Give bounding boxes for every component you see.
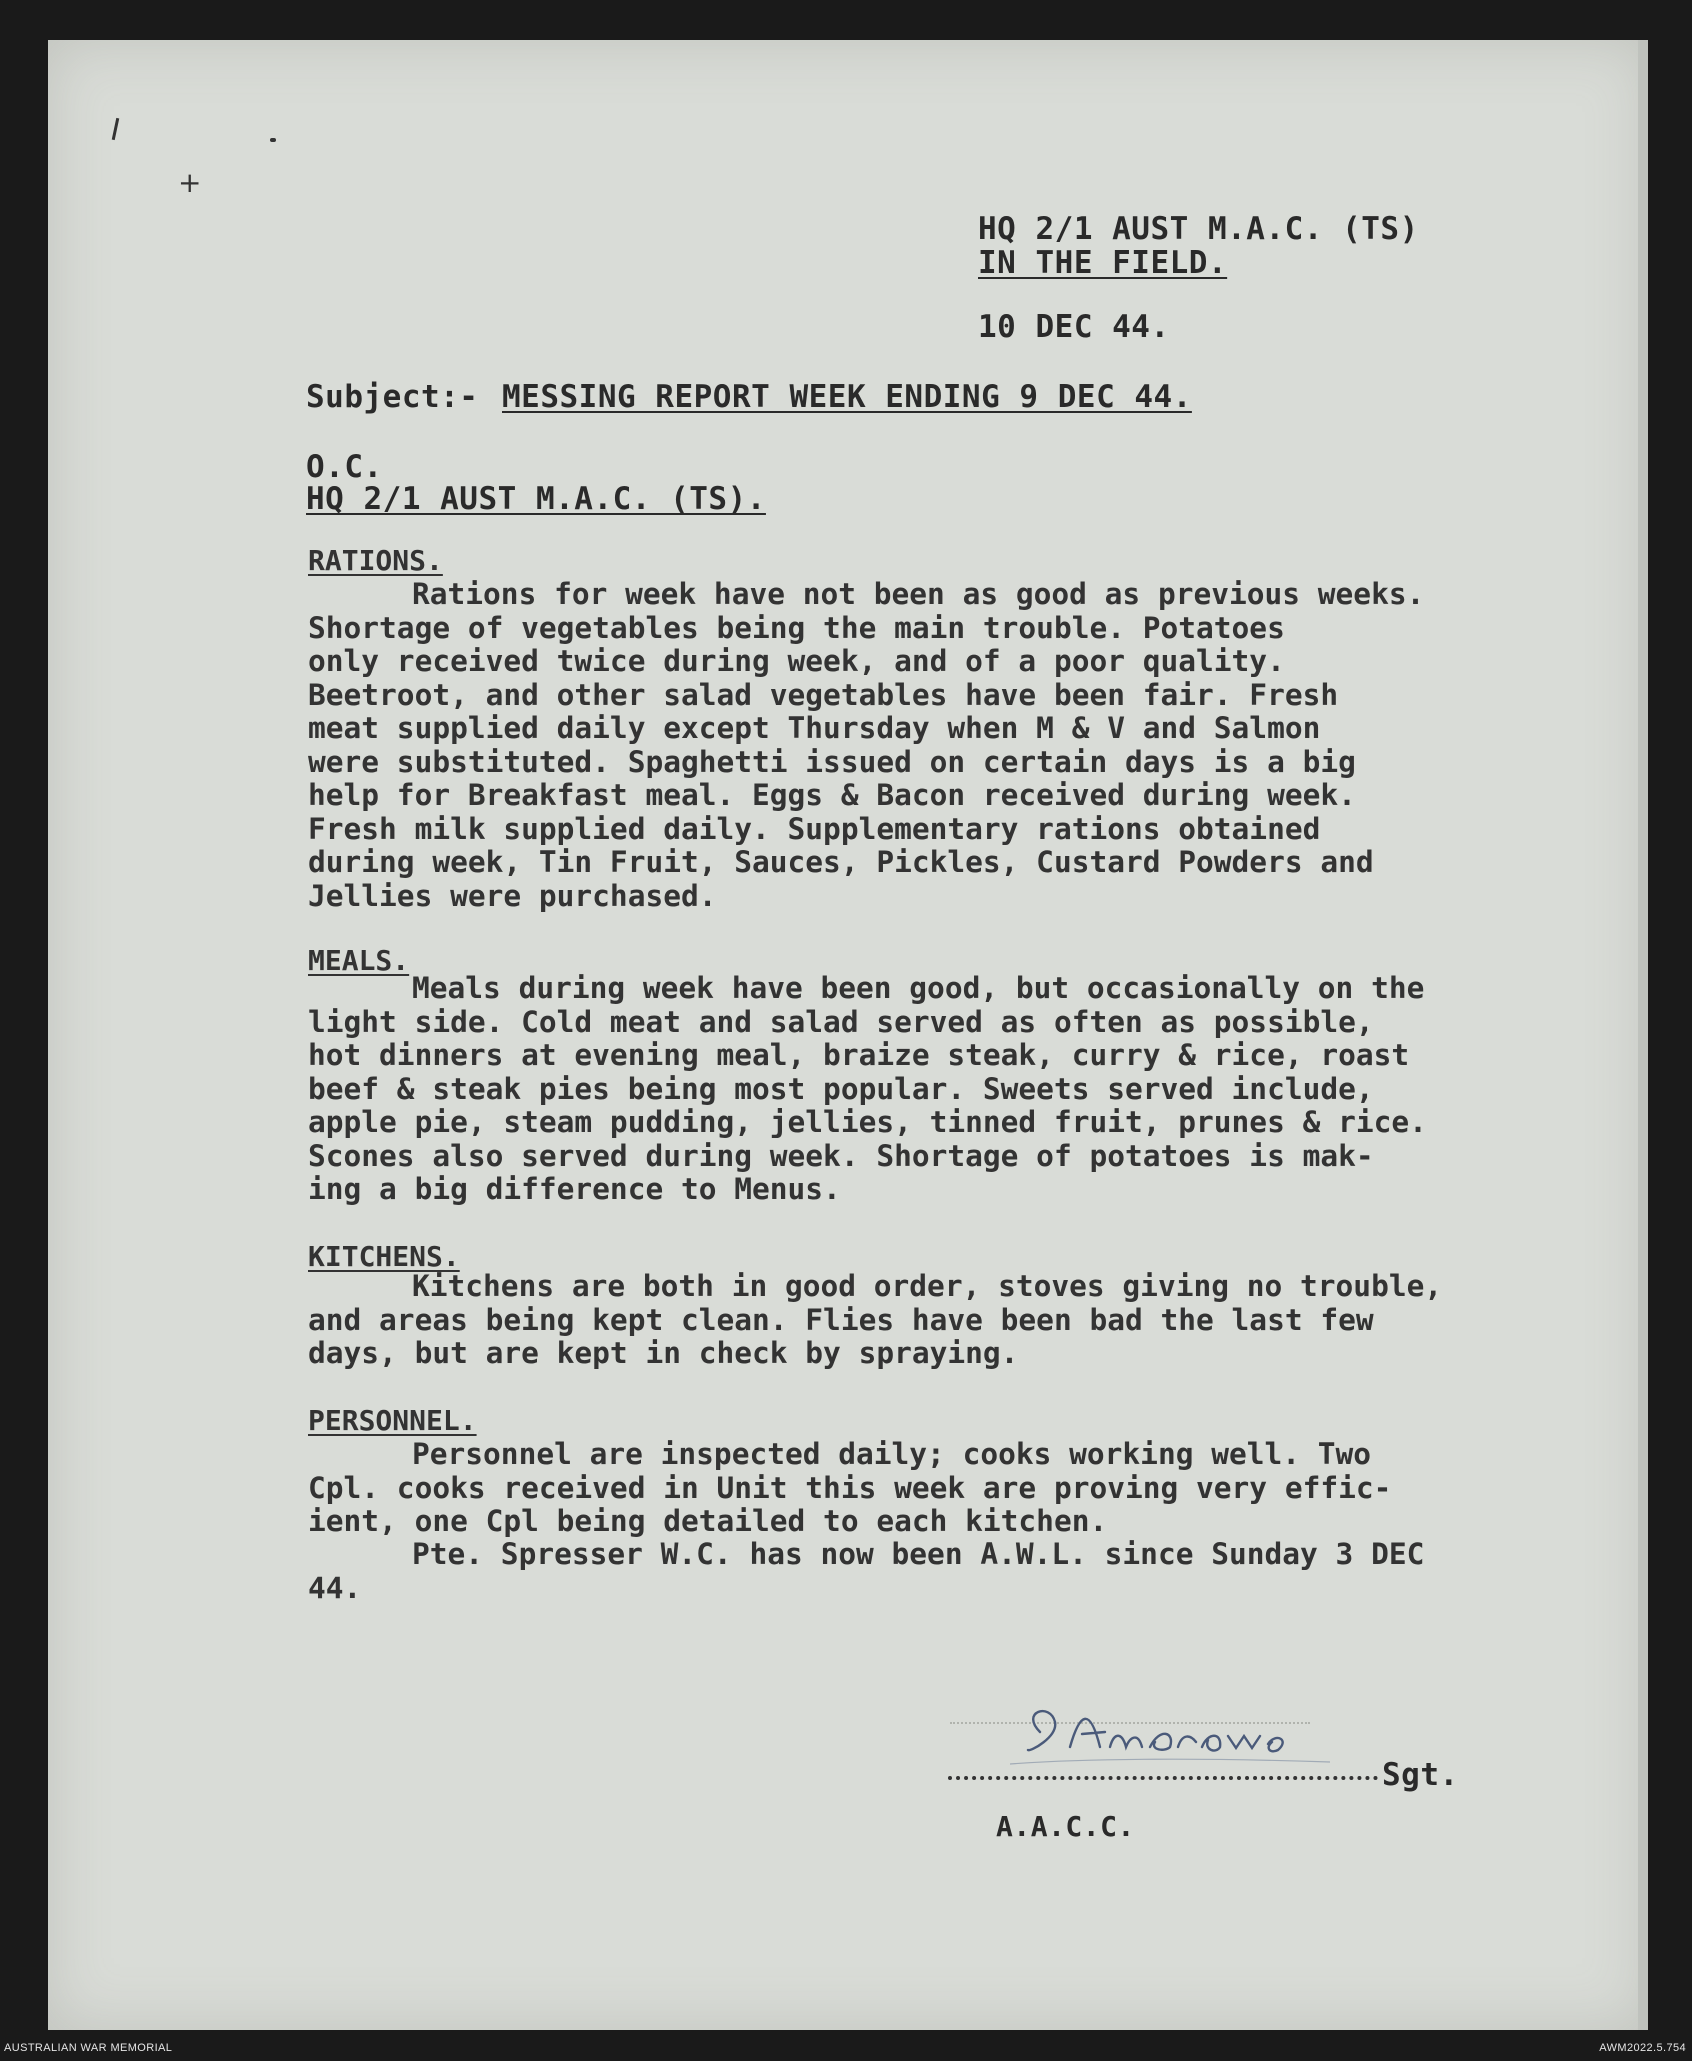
- personnel-heading: PERSONNEL.: [308, 1404, 477, 1437]
- signature-scribble: [1010, 1692, 1370, 1772]
- document-date: 10 DEC 44.: [978, 309, 1170, 345]
- personnel-body-2: [308, 1538, 1548, 1605]
- personnel-body-text: Personnel are inspected daily; cooks working well. Two Cpl. cooks received in Unit this week are proving very effic- ient, one Cpl being detailed to each kitchen.: [308, 1437, 1392, 1538]
- addressee-line-2: HQ 2/1 AUST M.A.C. (TS).: [306, 481, 766, 517]
- margin-dot-mark: [270, 138, 276, 142]
- kitchens-heading: KITCHENS.: [308, 1240, 460, 1273]
- unit-line: HQ 2/1 AUST M.A.C. (TS): [978, 211, 1419, 247]
- archive-reference: AWM2022.5.754: [1599, 2042, 1686, 2054]
- meals-body-text: Meals during week have been good, but occasionally on the light side. Cold meat and salad served as often as possible, hot dinners at evening meal, braize steak, curry & rice, roast beef & steak pies being most popular. Sweets served include, apple pie, steam pudding, jellies, tinned fruit, prunes & rice. Scones also served during week. Shortage of potatoes is mak- ing a big difference to Menus.: [308, 971, 1427, 1206]
- personnel-body-2-text: Pte. Spresser W.C. has now been A.W.L. since Sunday 3 DEC 44.: [308, 1537, 1425, 1605]
- kitchens-body-text: Kitchens are both in good order, stoves giving no trouble, and areas being kept clean. Flies have been bad the last few days, but are kept in check by spraying.: [308, 1269, 1443, 1370]
- rations-heading: RATIONS.: [308, 544, 443, 577]
- rations-body-text: Rations for week have not been as good as previous weeks. Shortage of vegetables being the main trouble. Potatoes only received twice during week, and of a poor quality. Beetroot, and other salad vegetables have been fair. Fresh meat supplied daily except Thursday when M & V and Salmon were substituted. Spaghetti issued on certain days is a big help for Breakfast meal. Eggs & Bacon received during week. Fresh milk supplied daily. Supplementary rations obtained during week, Tin Fruit, Sauces, Pickles, Custard Powders and Jellies were purchased.: [308, 577, 1425, 913]
- meals-body: [308, 972, 1548, 1207]
- paper-edge: [1638, 40, 1648, 2030]
- handwritten-signature: [1010, 1692, 1370, 1772]
- signature-dotted-line: [948, 1776, 1378, 1780]
- rations-body: [308, 578, 1548, 913]
- archive-credit: AUSTRALIAN WAR MEMORIAL: [4, 2042, 173, 2054]
- signatory-corps: A.A.C.C.: [996, 1810, 1135, 1843]
- signatory-rank: Sgt.: [1382, 1757, 1459, 1793]
- margin-cross-mark: +: [178, 166, 202, 199]
- subject-text: MESSING REPORT WEEK ENDING 9 DEC 44.: [502, 379, 1192, 415]
- subject-label: Subject:-: [306, 379, 479, 415]
- location-line: IN THE FIELD.: [978, 245, 1228, 281]
- addressee-line-1: O.C.: [306, 449, 383, 485]
- personnel-body: [308, 1438, 1548, 1539]
- meals-heading: MEALS.: [308, 944, 410, 977]
- kitchens-body: [308, 1270, 1548, 1371]
